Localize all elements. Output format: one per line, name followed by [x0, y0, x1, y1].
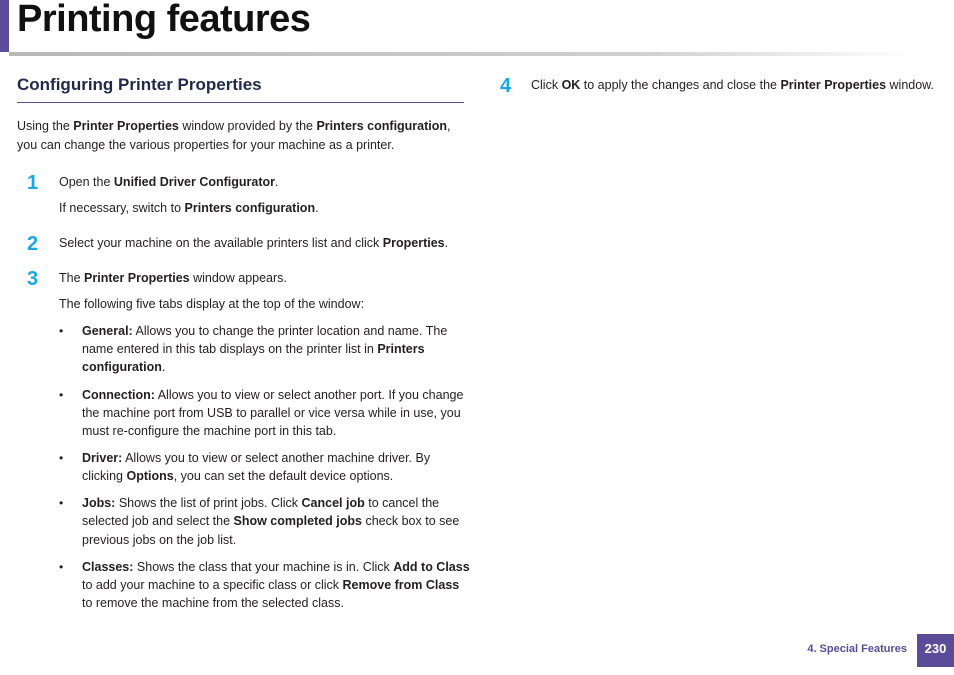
tab-connection-line-2: the machine port from USB to parallel or vice versa while in use, you — [82, 406, 461, 420]
tab-jobs-line-3: previous jobs on the job list. — [82, 533, 237, 547]
bullet-general: • — [59, 324, 64, 338]
step-3-text: The Printer Properties window appears. — [59, 271, 287, 285]
bullet-classes: • — [59, 560, 64, 574]
step-1-subtext: If necessary, switch to Printers configuration. — [59, 201, 319, 215]
section-title: Configuring Printer Properties — [17, 75, 262, 94]
tab-classes-line-3: to remove the machine from the selected class. — [82, 596, 344, 610]
step-number-3: 3 — [27, 268, 39, 290]
tab-general-line-2: name entered in this tab displays on the printer list in Printers — [82, 342, 425, 356]
footer-chapter-label: 4. Special Features — [807, 643, 907, 655]
step-number-1: 1 — [27, 172, 39, 194]
tab-connection-line-3: must re-configure the machine port in this tab. — [82, 424, 337, 438]
header-accent-bar — [0, 0, 9, 52]
tab-connection-line-1: Connection: Allows you to view or select another port. If you change — [82, 388, 464, 402]
bullet-connection: • — [59, 388, 64, 402]
page-number-badge: 230 — [917, 634, 954, 667]
bullet-driver: • — [59, 451, 64, 465]
tab-driver-line-1: Driver: Allows you to view or select another machine driver. By — [82, 451, 431, 465]
section-divider — [17, 102, 464, 103]
intro-line-2: you can change the various properties for your machine as a printer. — [17, 138, 395, 152]
tab-general-line-1: General: Allows you to change the printer location and name. The — [82, 324, 448, 338]
tab-classes-line-2: to add your machine to a specific class or click Remove from Class — [82, 578, 460, 592]
tab-driver-line-2: clicking Options, you can set the default device options. — [82, 469, 394, 483]
tab-jobs-line-2: selected job and select the Show completed jobs check box to see — [82, 514, 460, 528]
step-1-text: Open the Unified Driver Configurator. — [59, 175, 279, 189]
intro-line-1: Using the Printer Properties window provided by the Printers configuration, — [17, 119, 451, 133]
step-3-subtext: The following five tabs display at the top of the window: — [59, 297, 365, 311]
tab-general-line-3: configuration. — [82, 360, 166, 374]
tab-classes-line-1: Classes: Shows the class that your machine is in. Click Add to Class — [82, 560, 470, 574]
step-number-2: 2 — [27, 233, 39, 255]
step-2-text: Select your machine on the available printers list and click Properties. — [59, 236, 449, 250]
step-4-text: Click OK to apply the changes and close the Printer Properties window. — [531, 78, 934, 92]
page-title: Printing features — [17, 0, 311, 40]
title-divider — [9, 52, 914, 56]
bullet-jobs: • — [59, 496, 64, 510]
tab-jobs-line-1: Jobs: Shows the list of print jobs. Click Cancel job to cancel the — [82, 496, 440, 510]
step-number-4: 4 — [500, 75, 512, 97]
